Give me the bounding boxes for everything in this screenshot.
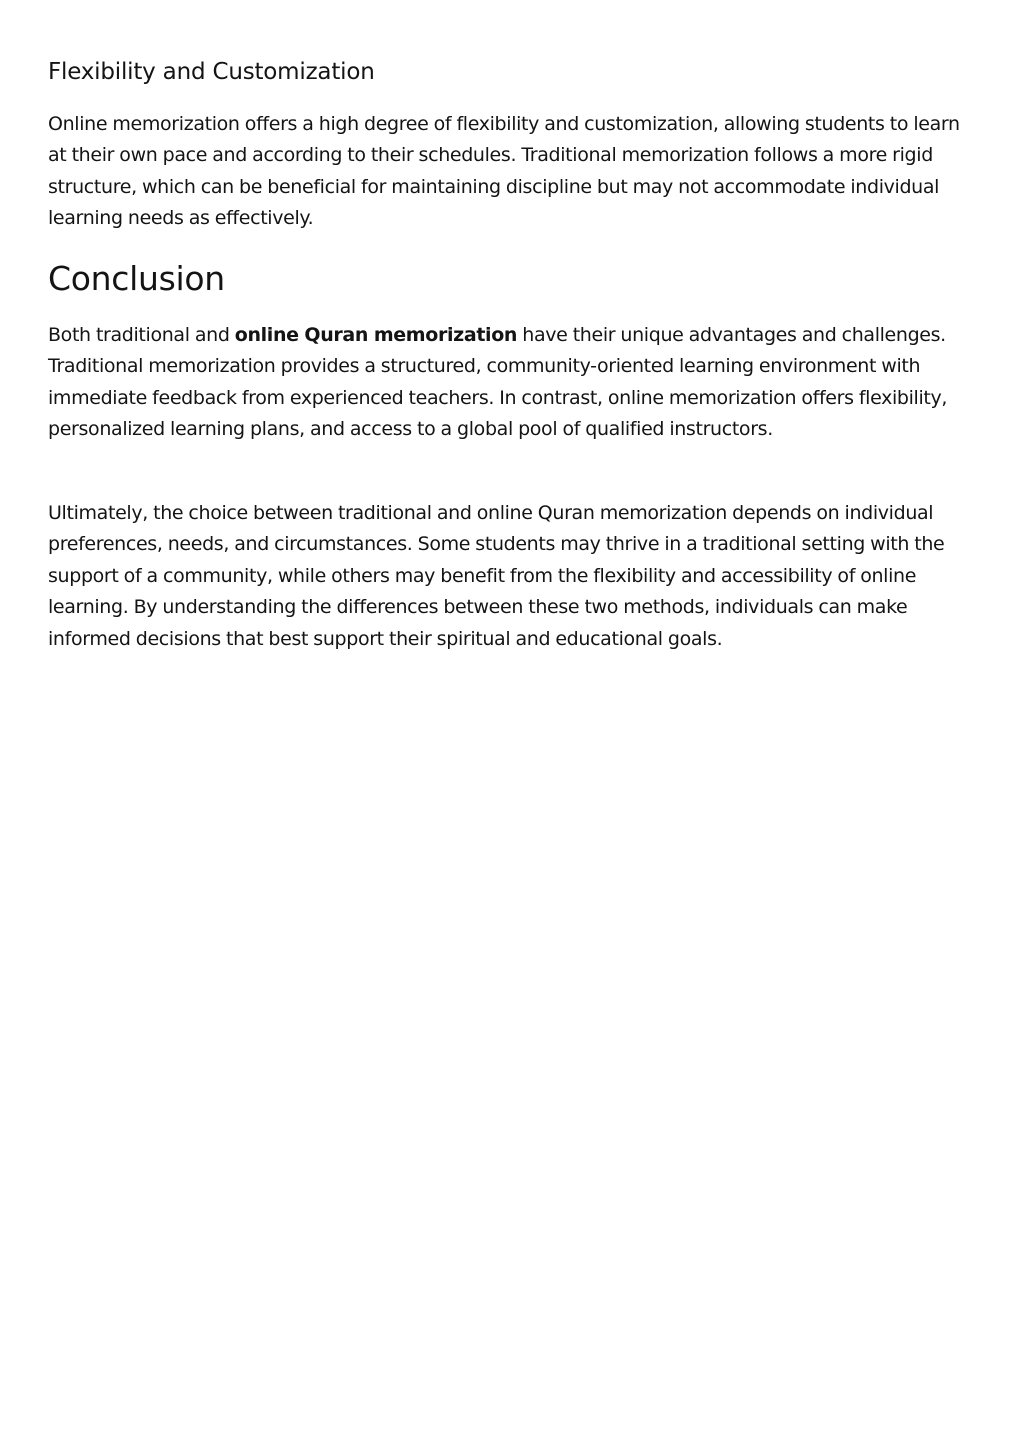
paragraph-rest-text: have their unique advantages and challenges. Traditional memorization provides a structured, community-oriented learning environment with immediate feedback from experienced teachers. In contrast, online memorization offers flexibility, personalized learning plans, and access to a global pool of qualified instructors. <box>48 324 948 441</box>
conclusion-paragraph-2: Ultimately, the choice between traditional and online Quran memorization depends on individual preferences, needs, and circumstances. Some students may thrive in a traditional setting with the support of a community, while others may benefit from the flexibility and accessibility of online learning. By understanding the differences between these two methods, individuals can make informed decisions that best support their spiritual and educational goals. <box>48 502 945 650</box>
conclusion-heading: Conclusion <box>48 259 225 298</box>
conclusion-paragraph-1 <box>48 320 978 446</box>
flexibility-paragraph: Online memorization offers a high degree of flexibility and customization, allowing students to learn at their own pace and according to their schedules. Traditional memorization follows a more rigid structure, which can be beneficial for maintaining discipline but may not accommodate individual learning needs as effectively. <box>48 113 960 230</box>
paragraph-lead-text: Both traditional and <box>48 324 235 346</box>
bold-keyword-phrase: online Quran memorization <box>234 324 518 346</box>
section-subheading: Flexibility and Customization <box>48 59 375 85</box>
